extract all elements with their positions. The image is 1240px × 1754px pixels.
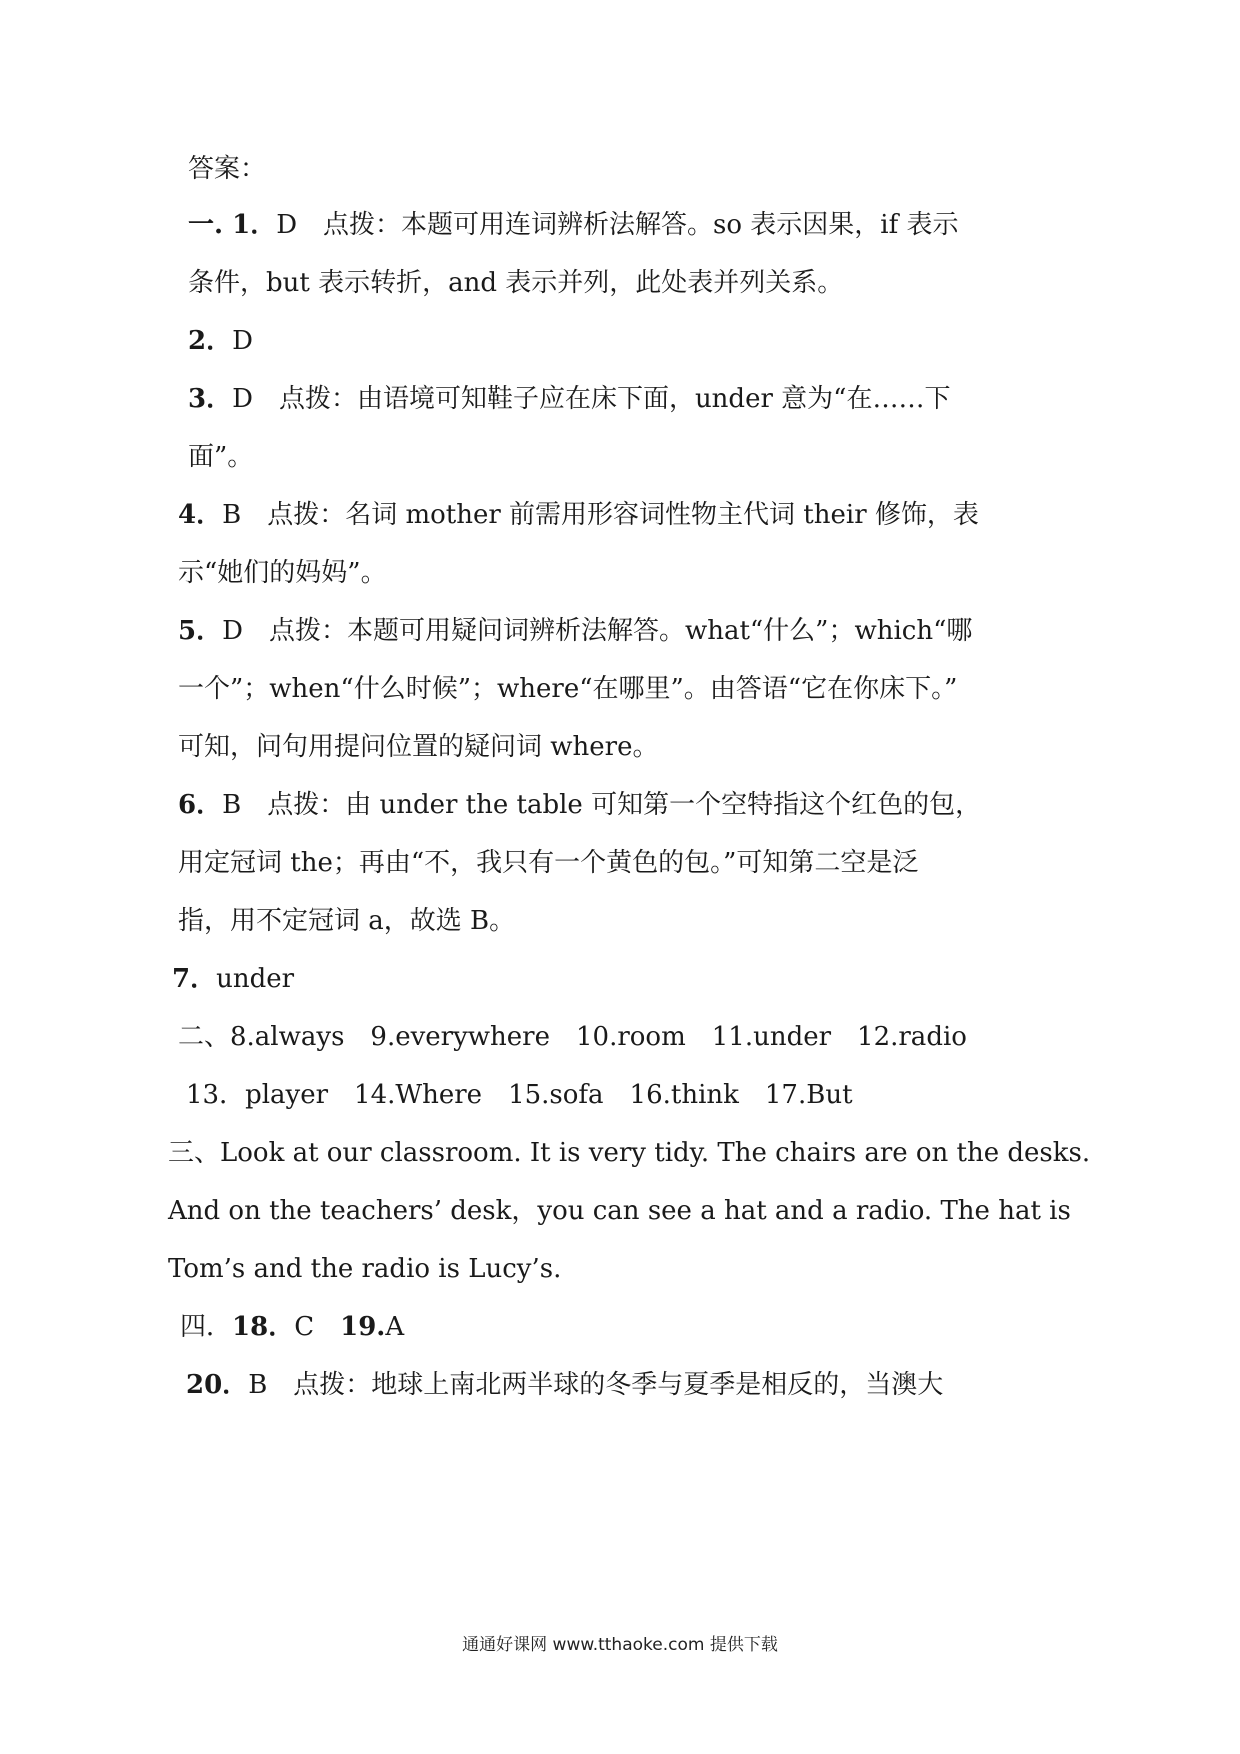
answer-line-20	[180, 1310, 404, 1344]
answer-line-7	[178, 556, 387, 590]
question-number: 5．	[178, 616, 223, 646]
question-number: 2．	[188, 326, 233, 356]
question-number: 4．	[178, 500, 223, 530]
answer-line-12	[178, 846, 918, 880]
answer-line-19	[168, 1252, 561, 1286]
answer-line-2	[188, 266, 843, 300]
answer-line-18	[168, 1194, 1071, 1228]
answer-line-15	[178, 1020, 967, 1054]
section-label: 四．	[180, 1312, 233, 1342]
answer-text: D	[232, 326, 253, 356]
answer-text: D 点拨：本题可用连词辨析法解答。so 表示因果，if 表示	[276, 210, 959, 240]
answer-line-14	[172, 962, 294, 996]
answer-line-9	[178, 672, 957, 706]
footer-watermark: 通通好课网 www.tthaoke.com 提供下载	[462, 1635, 778, 1655]
answer-text: under	[216, 964, 295, 994]
answer-text: 一个”；when“什么时候”；where“在哪里”。由答语“它在你床下。”	[178, 674, 958, 704]
answer-text: 示“她们的妈妈”。	[178, 558, 387, 588]
answer-text: B 点拨：名词 mother 前需用形容词性物主代词 their 修饰，表	[222, 500, 979, 530]
answer-line-5	[188, 440, 253, 474]
answer-text: D 点拨：本题可用疑问词辨析法解答。what“什么”；which“哪	[222, 616, 973, 646]
answer-text: B 点拨：由 under the table 可知第一个空特指这个红色的包，	[222, 790, 982, 820]
question-number: 6．	[178, 790, 223, 820]
answer-text: 二、8.always 9.everywhere 10.room 11.under 12.radio	[178, 1022, 967, 1052]
answer-line-21	[186, 1368, 943, 1402]
question-number: 19.	[340, 1312, 386, 1342]
answer-text: Tom’s and the radio is Lucy’s.	[168, 1254, 562, 1284]
answer-line-17	[168, 1136, 1090, 1170]
answer-text: 三、Look at our classroom. It is very tidy. The chairs are on the desks.	[168, 1138, 1091, 1168]
answer-text: 13．player 14.Where 15.sofa 16.think 17.But	[186, 1080, 853, 1110]
answer-line-10	[178, 730, 658, 764]
answer-text: And on the teachers’ desk，you can see a hat and a radio. The hat is	[168, 1196, 1071, 1226]
answer-line-4	[188, 382, 950, 416]
answer-line-16	[186, 1078, 853, 1112]
answer-text: C	[294, 1312, 341, 1342]
answer-text: D 点拨：由语境可知鞋子应在床下面，under 意为“在……下	[232, 384, 951, 414]
answer-line-8	[178, 614, 972, 648]
question-number: 18．	[232, 1312, 295, 1342]
answer-text: 面”。	[188, 442, 254, 472]
answer-text: 指，用不定冠词 a，故选 B。	[178, 906, 516, 936]
answer-line-13	[178, 904, 515, 938]
answer-line-3	[188, 324, 253, 358]
question-number: 3．	[188, 384, 233, 414]
question-number: 7．	[172, 964, 217, 994]
question-number: 20．	[186, 1370, 249, 1400]
answer-line-6	[178, 498, 979, 532]
answer-text: 条件，but 表示转折，and 表示并列，此处表并列关系。	[188, 268, 844, 298]
question-number: 一. 1．	[188, 210, 277, 240]
answer-title: 答案：	[188, 154, 267, 184]
answer-text: B 点拨：地球上南北两半球的冬季与夏季是相反的，当澳大	[248, 1370, 944, 1400]
answer-text: 可知，问句用提问位置的疑问词 where。	[178, 732, 659, 762]
answer-line-11	[178, 788, 981, 822]
answer-line-1	[188, 208, 959, 242]
answer-text: 用定冠词 the；再由“不，我只有一个黄色的包。”可知第二空是泛	[178, 848, 919, 878]
answer-text: A	[385, 1312, 405, 1342]
